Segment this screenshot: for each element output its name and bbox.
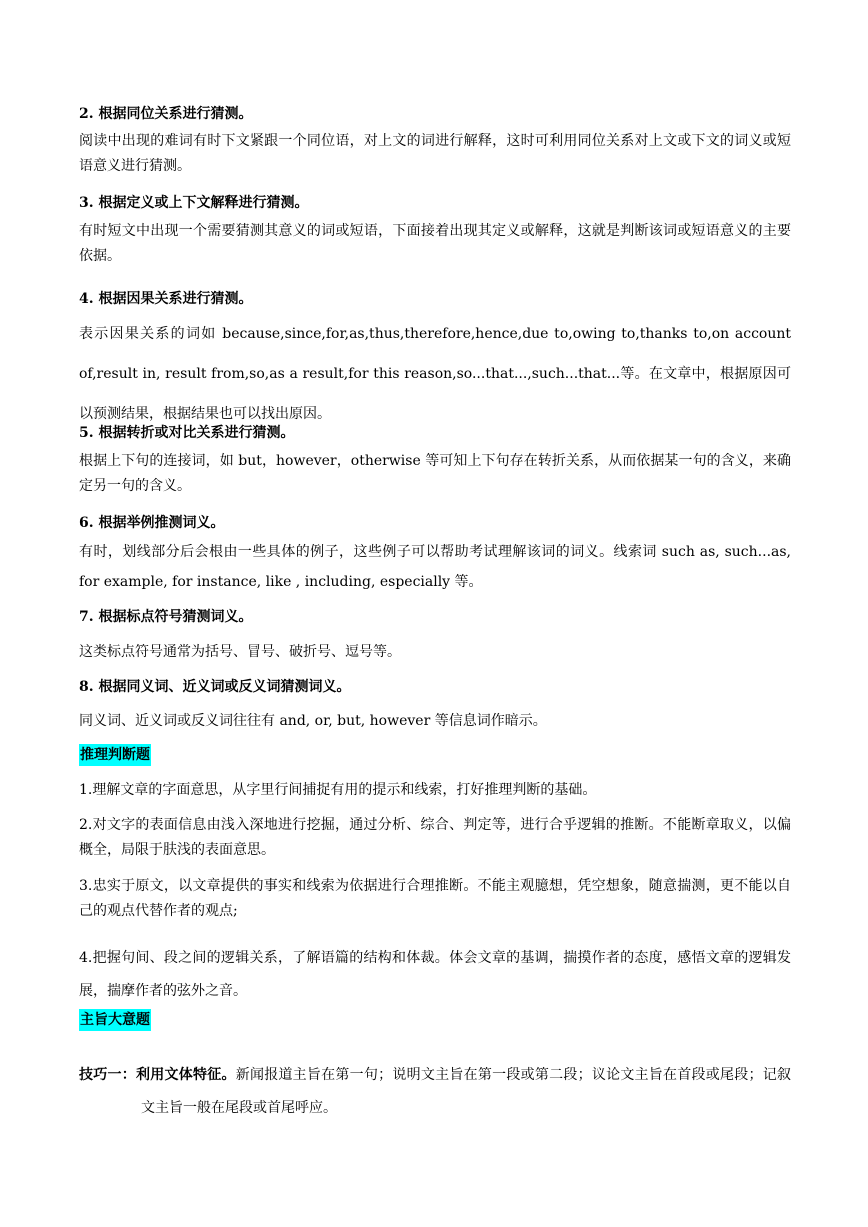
section-4-body: 表示因果关系的词如 because,since,for,as,thus,therefore,hence,due to,owing to,thanks to,on account of,result in, result from,so,as a result,for this reason,so...that...,such...that...等。在文章中，根据原因可以预测结果，根据结果也可以找出原因。 (79, 326, 791, 422)
section-5-heading: 5. 根据转折或对比关系进行猜测。 (79, 425, 295, 441)
section-8-heading: 8. 根据同义词、近义词或反义词猜测词义。 (79, 679, 351, 695)
inference-item-1: 1.理解文章的字面意思，从字里行间捕捉有用的提示和线索，打好推理判断的基础。 (79, 782, 597, 798)
inference-item-2: 2.对文字的表面信息由浅入深地进行挖掘，通过分析、综合、判定等，进行合乎逻辑的推断。不能断章取义，以偏概全，局限于肤浅的表面意思。 (79, 817, 791, 858)
inference-section-title (79, 743, 791, 768)
main-idea-title-highlight: 主旨大意题 (79, 1009, 151, 1031)
section-7-body: 这类标点符号通常为括号、冒号、破折号、逗号等。 (79, 644, 401, 660)
section-8-body: 同义词、近义词或反义词往往有 and, or, but, however 等信息词作暗示。 (79, 713, 547, 729)
main-idea-tip-1 (79, 1059, 791, 1125)
inference-item-4: 4.把握句间、段之间的逻辑关系，了解语篇的结构和体裁。体会文章的基调，揣摸作者的态度，感悟文章的逻辑发展，揣摩作者的弦外之音。 (79, 950, 791, 999)
section-2-heading: 2. 根据同位关系进行猜测。 (79, 106, 253, 122)
section-3-heading: 3. 根据定义或上下文解释进行猜测。 (79, 195, 309, 211)
section-5-body: 根据上下句的连接词，如 but，however，otherwise 等可知上下句存在转折关系，从而依据某一句的含义，来确定另一句的含义。 (79, 453, 791, 494)
inference-title-highlight: 推理判断题 (79, 744, 151, 766)
main-idea-section-title (79, 1008, 791, 1033)
section-7-heading: 7. 根据标点符号猜测词义。 (79, 609, 253, 625)
section-3-body: 有时短文中出现一个需要猜测其意义的词或短语，下面接着出现其定义或解释，这就是判断该词或短语意义的主要依据。 (79, 223, 791, 264)
inference-item-3: 3.忠实于原文，以文章提供的事实和线索为依据进行合理推断。不能主观臆想，凭空想象，随意揣测，更不能以自己的观点代替作者的观点; (79, 878, 791, 919)
tip-1-label: 技巧一：利用文体特征。 (79, 1067, 236, 1083)
tip-1-text: 新闻报道主旨在第一句；说明文主旨在第一段或第二段；议论文主旨在首段或尾段；记叙文主旨一般在尾段或首尾呼应。 (141, 1067, 792, 1116)
section-2-body: 阅读中出现的难词有时下文紧跟一个同位语，对上文的词进行解释，这时可利用同位关系对上文或下文的词义或短语意义进行猜测。 (79, 133, 791, 174)
section-6-heading: 6. 根据举例推测词义。 (79, 515, 225, 531)
section-4-heading: 4. 根据因果关系进行猜测。 (79, 291, 253, 307)
section-6-body: 有时，划线部分后会根由一些具体的例子，这些例子可以帮助考试理解该词的词义。线索词 such as, such...as, for example, for instance, like , including, especially 等。 (79, 544, 791, 590)
